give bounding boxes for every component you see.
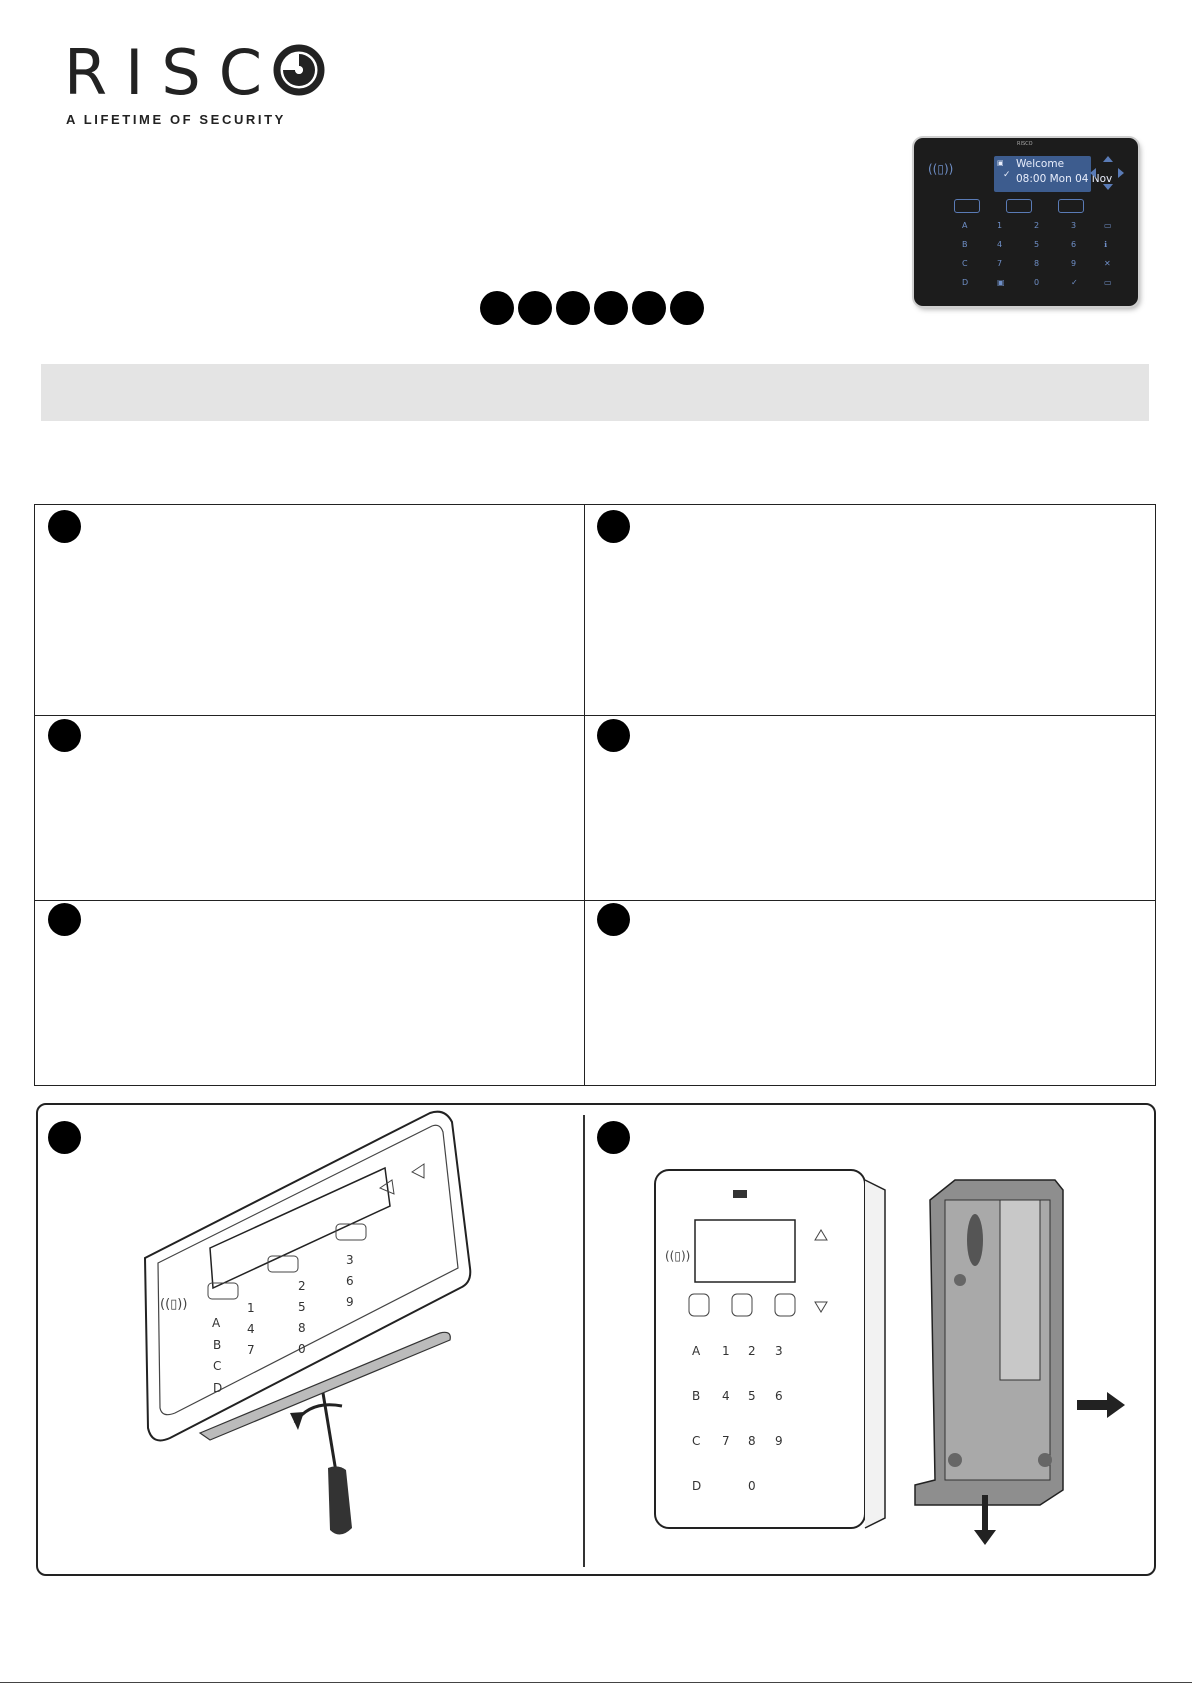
illustration-key-label: 2 — [298, 1279, 306, 1293]
illustration-key-label: 5 — [748, 1389, 756, 1403]
grid-divider — [35, 900, 1155, 901]
keypad-key-label: 4 — [997, 240, 1003, 249]
illustration-key-label: 0 — [748, 1479, 756, 1493]
keypad-product-photo — [914, 138, 1138, 306]
step-dot — [480, 291, 514, 325]
keypad-status-icon: ▣ — [997, 159, 1004, 167]
step-badge — [48, 719, 81, 752]
keypad-emergency-icon: ▣ — [997, 278, 1005, 287]
keypad-key-label: 1 — [997, 221, 1003, 230]
step-badge — [48, 1121, 81, 1154]
illustration-key-label: 0 — [298, 1342, 306, 1356]
illustration-key-label: 3 — [346, 1253, 354, 1267]
step-badge — [597, 1121, 630, 1154]
illustration-key-label: 8 — [748, 1434, 756, 1448]
keypad-lcd-screen — [994, 156, 1113, 192]
step-dot — [518, 291, 552, 325]
keypad-lcd-line2: 08:00 Mon 04 Nov — [1016, 173, 1113, 185]
keypad-brand-label: RISCO — [1017, 141, 1033, 147]
keypad-right-arrow-icon — [1118, 168, 1124, 178]
grid-divider — [584, 505, 585, 1085]
step-dot — [556, 291, 590, 325]
illustration-key-label: 2 — [748, 1344, 756, 1358]
keypad-side-icon: ▭ — [1104, 221, 1112, 230]
illustration-key-label: 1 — [722, 1344, 730, 1358]
footer-line — [0, 1682, 1192, 1683]
step-badge — [48, 510, 81, 543]
instruction-step-grid — [34, 504, 1156, 1086]
keypad-arm-away-button — [1058, 199, 1084, 213]
keypad-down-arrow-icon — [1103, 184, 1113, 190]
keypad-side-icon: ✕ — [1104, 259, 1111, 268]
illustration-key-label: 4 — [247, 1322, 255, 1336]
illustration-key-label: D — [692, 1479, 702, 1493]
brand-logo — [64, 38, 324, 133]
illustration-key-label: B — [213, 1338, 222, 1352]
illustration-key-label: A — [212, 1316, 221, 1330]
step-badge — [597, 903, 630, 936]
illustration-key-label: 6 — [775, 1389, 783, 1403]
step-dot — [632, 291, 666, 325]
keypad-key-label: 8 — [1034, 259, 1040, 268]
step-dots-row — [480, 291, 710, 327]
illustration-key-label: A — [692, 1344, 701, 1358]
keypad-bracket-illustration — [645, 1160, 1135, 1560]
illustration-key-label: D — [213, 1381, 223, 1395]
keypad-key-label: 2 — [1034, 221, 1040, 230]
keypad-key-label: 7 — [997, 259, 1003, 268]
keypad-side-icon: ▭ — [1104, 278, 1112, 287]
keypad-key-label: 5 — [1034, 240, 1040, 249]
illustration-divider — [583, 1115, 585, 1567]
illustration-key-label: 8 — [298, 1321, 306, 1335]
illustration-key-label: C — [213, 1359, 222, 1373]
keypad-key-label: 6 — [1071, 240, 1077, 249]
keypad-contactless-icon: ((▯)) — [928, 162, 954, 176]
keypad-disarm-button — [1006, 199, 1032, 213]
keypad-key-label: C — [962, 259, 968, 268]
keypad-key-label: A — [962, 221, 968, 230]
keypad-key-label: 9 — [1071, 259, 1077, 268]
section-header-band — [41, 364, 1149, 421]
illustration-key-label: 4 — [722, 1389, 730, 1403]
brand-wordmark: RISC — [64, 36, 281, 109]
brand-tagline: A LIFETIME OF SECURITY — [66, 112, 286, 127]
illustration-key-label: 9 — [775, 1434, 783, 1448]
step-dot — [594, 291, 628, 325]
keypad-key-label: 0 — [1034, 278, 1040, 287]
illustration-key-label: C — [692, 1434, 701, 1448]
illustration-key-label: 7 — [247, 1343, 255, 1357]
illustration-key-label: 1 — [247, 1301, 255, 1315]
keypad-key-label: B — [962, 240, 968, 249]
illustration-key-label: 6 — [346, 1274, 354, 1288]
brand-swirl-icon — [273, 44, 325, 96]
keypad-key-label: 3 — [1071, 221, 1077, 230]
keypad-up-arrow-icon — [1103, 156, 1113, 162]
grid-divider — [35, 715, 1155, 716]
illustration-key-label: 9 — [346, 1295, 354, 1309]
keypad-lcd-line1: Welcome — [1016, 158, 1065, 170]
step-dot — [670, 291, 704, 325]
svg-text:((▯)): ((▯)) — [665, 1249, 691, 1263]
illustration-key-label: B — [692, 1389, 701, 1403]
keypad-key-label: D — [962, 278, 969, 287]
keypad-side-icon: ℹ — [1104, 240, 1108, 249]
keypad-left-arrow-icon — [1090, 168, 1096, 178]
illustration-key-label: 7 — [722, 1434, 730, 1448]
open-keypad-screwdriver-illustration — [140, 1108, 500, 1548]
keypad-ok-icon: ✓ — [1071, 278, 1078, 287]
step-badge — [48, 903, 81, 936]
illustration-key-label: 3 — [775, 1344, 783, 1358]
keypad-check-icon: ✓ — [1003, 170, 1011, 180]
step-badge — [597, 510, 630, 543]
illustration-key-label: 5 — [298, 1300, 306, 1314]
step-badge — [597, 719, 630, 752]
svg-text:((▯)): ((▯)) — [160, 1297, 188, 1312]
keypad-arm-home-button — [954, 199, 980, 213]
